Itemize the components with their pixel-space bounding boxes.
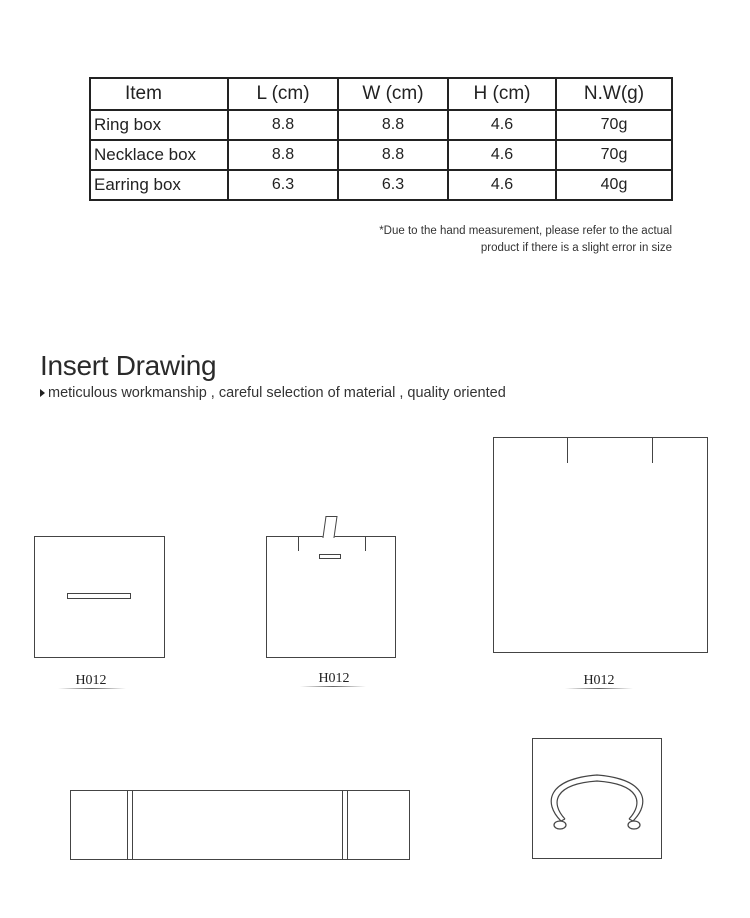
table-cell: Earring box xyxy=(90,170,228,200)
triangle-bullet-icon xyxy=(40,389,45,397)
fold-line xyxy=(342,791,343,859)
table-cell: 4.6 xyxy=(448,170,556,200)
ring-insert-drawing xyxy=(34,536,165,658)
insert-code-label: H012 xyxy=(75,673,107,688)
table-header-row xyxy=(90,78,672,110)
table-cell: 6.3 xyxy=(338,170,448,200)
table-cell: Ring box xyxy=(90,110,228,140)
insert-code-label: H012 xyxy=(318,671,350,686)
fold-line xyxy=(132,791,133,859)
table-cell: 40g xyxy=(556,170,672,200)
code-underline xyxy=(565,688,633,689)
insert-code-label: H012 xyxy=(583,673,615,688)
bracelet-bar-drawing xyxy=(70,790,410,860)
column-header: L (cm) xyxy=(228,78,338,110)
table-cell: 8.8 xyxy=(338,140,448,170)
table-cell: 6.3 xyxy=(228,170,338,200)
slit-line xyxy=(365,537,366,551)
fold-line xyxy=(347,791,348,859)
size-spec-table xyxy=(89,77,673,201)
table-cell: 4.6 xyxy=(448,110,556,140)
pull-tab xyxy=(322,516,337,538)
slit-line xyxy=(298,537,299,551)
table-cell: Necklace box xyxy=(90,140,228,170)
bangle-icon xyxy=(533,739,661,858)
code-underline xyxy=(58,688,126,689)
ring-slot xyxy=(67,593,131,599)
section-subtitle xyxy=(40,385,506,401)
measurement-note xyxy=(352,223,672,257)
necklace-slot xyxy=(319,554,341,559)
slit-line xyxy=(652,438,653,463)
table-cell: 4.6 xyxy=(448,140,556,170)
table-cell: 8.8 xyxy=(228,140,338,170)
section-title: Insert Drawing xyxy=(40,350,217,381)
code-underline xyxy=(300,686,366,687)
fold-line xyxy=(127,791,128,859)
table-cell: 70g xyxy=(556,110,672,140)
slit-line xyxy=(567,438,568,463)
table-row xyxy=(90,110,672,140)
earring-insert-drawing xyxy=(493,437,708,653)
column-header: W (cm) xyxy=(338,78,448,110)
table-cell: 8.8 xyxy=(338,110,448,140)
column-header: H (cm) xyxy=(448,78,556,110)
column-header: Item xyxy=(90,78,228,110)
necklace-insert-drawing xyxy=(266,536,396,658)
table-cell: 70g xyxy=(556,140,672,170)
table-cell: 8.8 xyxy=(228,110,338,140)
subtitle-text: meticulous workmanship , careful selection of material , quality oriented xyxy=(48,385,506,401)
table-row xyxy=(90,170,672,200)
note-line: *Due to the hand measurement, please refer to the actual xyxy=(379,225,672,237)
column-header: N.W(g) xyxy=(556,78,672,110)
note-line: product if there is a slight error in size xyxy=(480,242,672,254)
table-row xyxy=(90,140,672,170)
bangle-drawing xyxy=(532,738,662,859)
